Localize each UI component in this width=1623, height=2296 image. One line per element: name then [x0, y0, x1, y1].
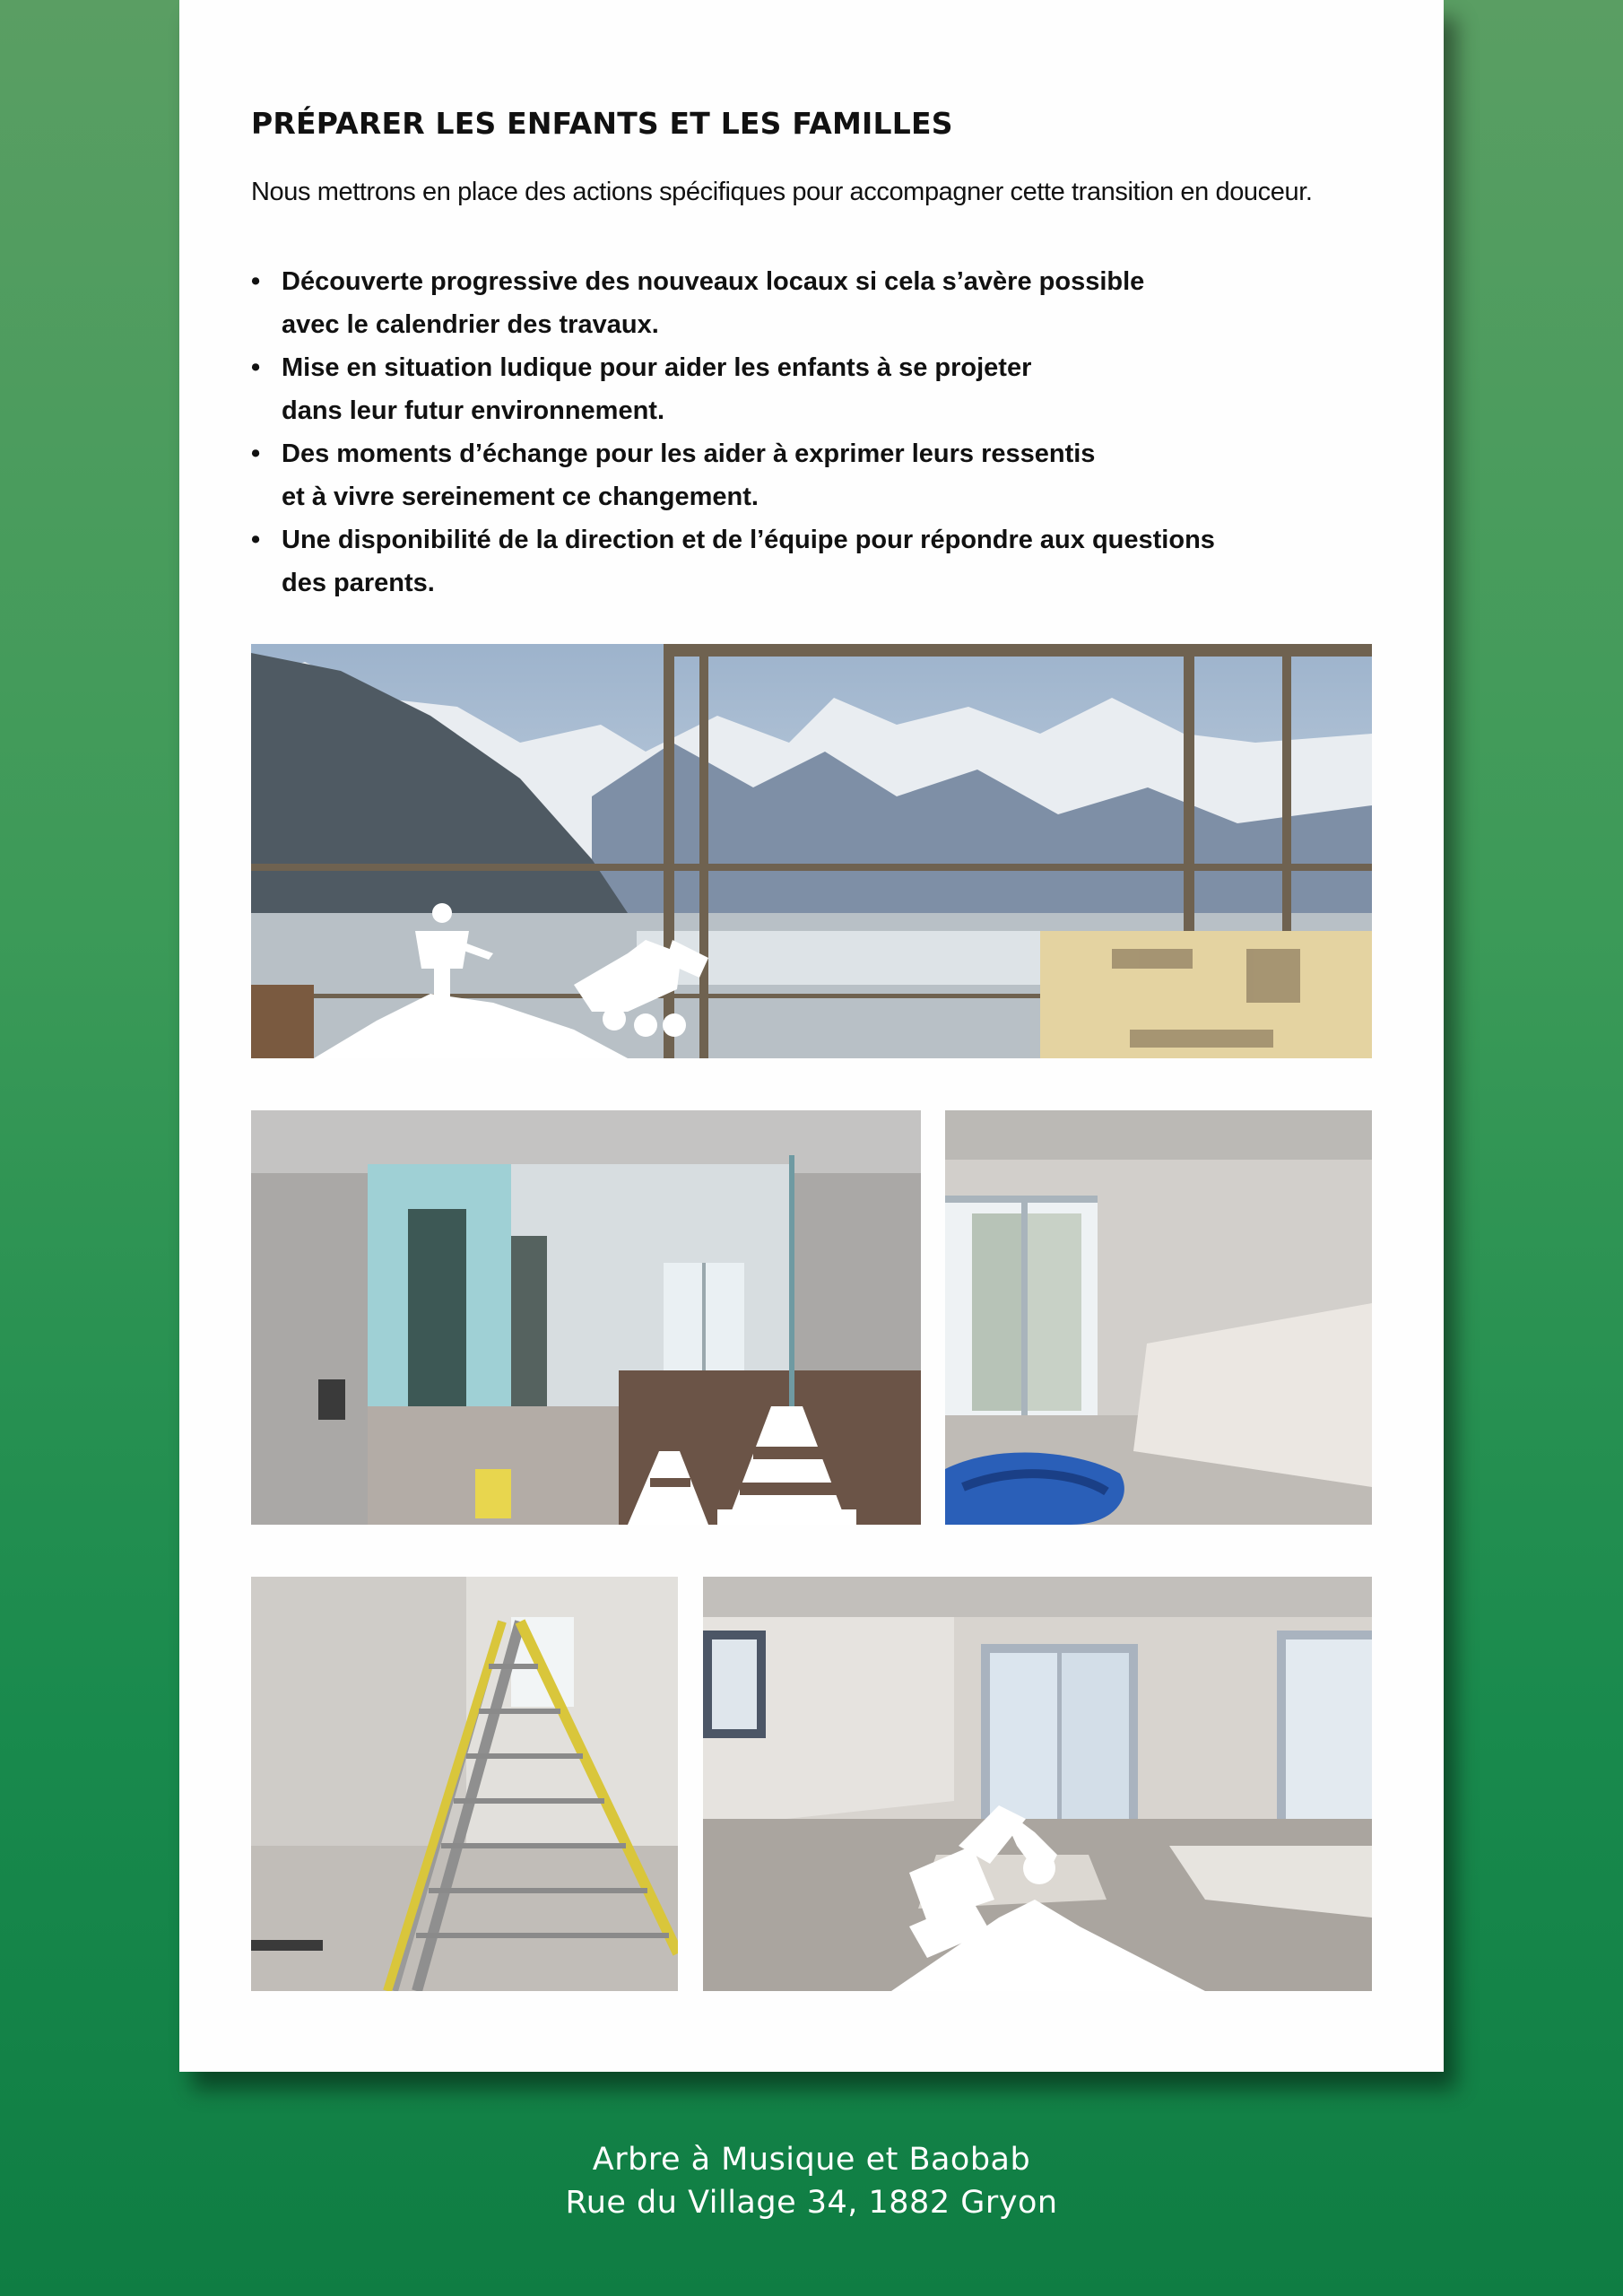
content-page — [179, 0, 1444, 2072]
bullet-icon: • — [251, 526, 261, 554]
list-item — [251, 260, 1372, 346]
interior-drywall-photo — [251, 1110, 921, 1525]
intro-text: Nous mettrons en place des actions spécifiques pour accompagner cette transition en douceur. — [251, 178, 1313, 206]
construction-worker-icon — [432, 903, 452, 923]
mountain-view-construction-photo — [251, 644, 1372, 1058]
list-item-line: dans leur futur environnement. — [282, 396, 664, 425]
list-item-line: et à vivre sereinement ce changement. — [282, 483, 759, 511]
section-title: PRÉPARER LES ENFANTS ET LES FAMILLES — [251, 106, 953, 141]
list-item — [251, 346, 1372, 432]
list-item-line: des parents. — [282, 569, 435, 597]
list-item-line: Mise en situation ludique pour aider les enfants à se projeter — [282, 353, 1032, 382]
list-item — [251, 432, 1372, 518]
bullet-icon: • — [251, 353, 261, 382]
list-item-line: avec le calendrier des travaux. — [282, 310, 659, 339]
bright-room-photo — [703, 1577, 1372, 1991]
action-list — [251, 260, 1372, 604]
room-with-window-photo — [945, 1110, 1372, 1525]
bullet-icon: • — [251, 439, 261, 468]
footer-name: Arbre à Musique et Baobab — [592, 2142, 1031, 2178]
ladder-photo — [251, 1577, 678, 1991]
list-item — [251, 518, 1372, 604]
footer-address: Rue du Village 34, 1882 Gryon — [565, 2185, 1058, 2221]
list-item-line: Une disponibilité de la direction et de l’équipe pour répondre aux questions — [282, 526, 1215, 554]
bullet-icon: • — [251, 267, 261, 296]
list-item-line: Découverte progressive des nouveaux locaux si cela s’avère possible — [282, 267, 1145, 296]
list-item-line: Des moments d’échange pour les aider à exprimer leurs ressentis — [282, 439, 1096, 468]
